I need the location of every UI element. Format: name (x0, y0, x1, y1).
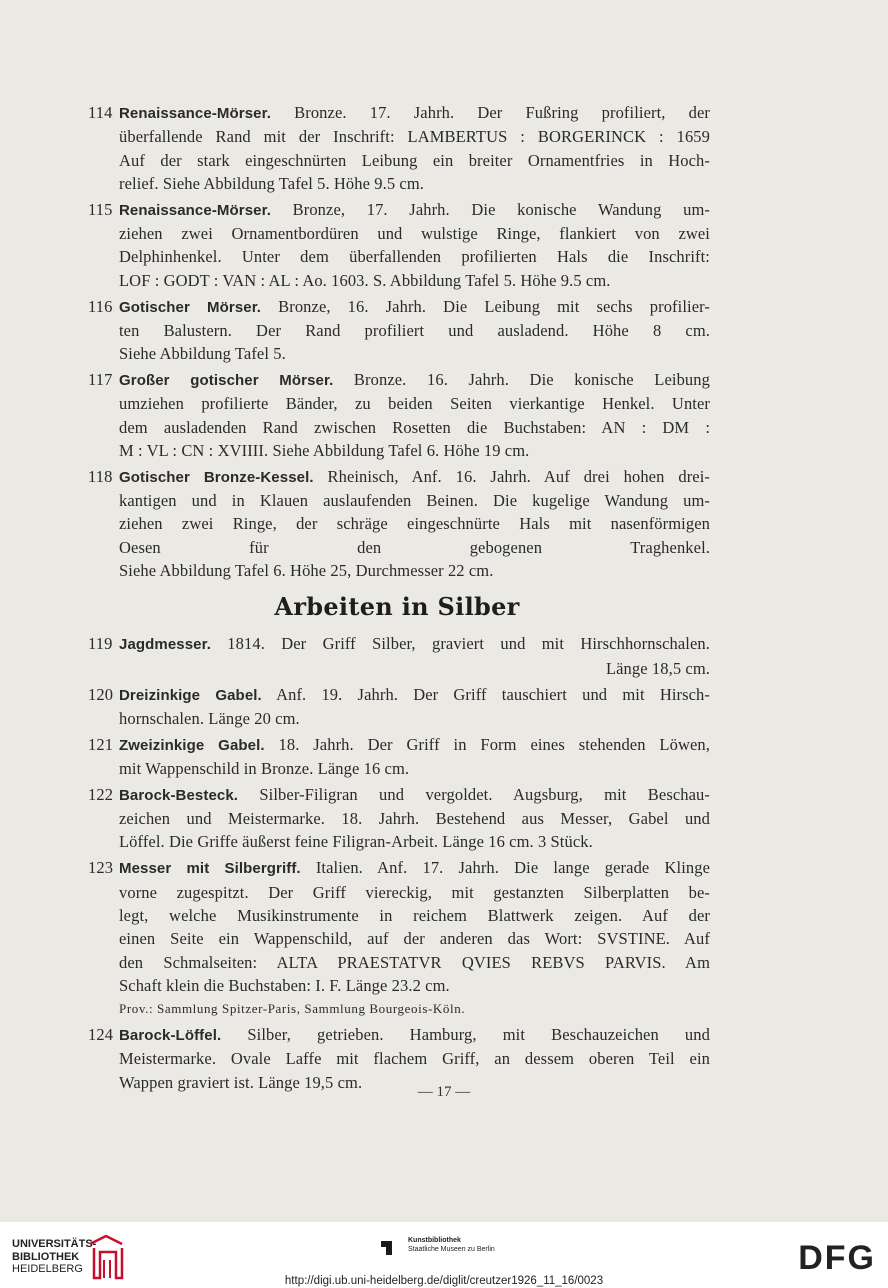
entry-line: dem ausladenden Rand zwischen Rosetten die Buchstaben: AN : DM : (119, 417, 710, 437)
uni-line-2: BIBLIOTHEK (12, 1250, 80, 1263)
entry-title: Gotischer Mörser. (119, 298, 262, 316)
catalogue-entries (84, 101, 710, 1097)
entry-number: 124 (88, 1025, 114, 1045)
catalogue-entry (84, 783, 710, 854)
entry-line: vorne zugespitzt. Der Griff viereckig, mit gestanzten Silberplatten be- (119, 882, 710, 902)
entry-line: legt, welche Musikinstrumente in reichem Blattwerk zeigen. Auf der (119, 905, 710, 925)
catalogue-entry (84, 368, 710, 462)
entry-line (119, 683, 710, 707)
entry-title: Barock-Löffel. (119, 1027, 222, 1045)
entry-line: ziehen zwei Ornamentbordüren und wulstige Ringe, flankiert von zwei (119, 224, 710, 244)
entry-line (119, 632, 710, 656)
uni-heidelberg-wordmark[interactable] (12, 1238, 96, 1276)
entry-number: 119 (88, 634, 113, 654)
entry-line (119, 1023, 710, 1047)
catalogue-entry (84, 295, 710, 366)
entry-text: Rheinisch, Anf. 16. Jahrh. Auf drei hohen drei- (313, 466, 710, 486)
entry-line (119, 101, 710, 125)
entry-line (119, 198, 710, 222)
entry-line: Delphinhenkel. Unter dem überfallenden profilierten Hals die Inschrift: (119, 247, 710, 267)
section-heading: Arbeiten in Silber (274, 592, 520, 622)
entry-line: Länge 18,5 cm. (605, 658, 710, 678)
entry-title: Messer mit Silbergriff. (119, 860, 301, 878)
entry-line: umziehen profilierte Bänder, zu beiden Seiten vierkantige Henkel. Unter (119, 394, 710, 414)
entry-line (119, 465, 710, 489)
entry-title: Jagdmesser. (119, 636, 211, 654)
entry-text: 18. Jahrh. Der Griff in Form eines stehenden Löwen, (264, 734, 710, 754)
entry-title: Barock-Besteck. (119, 786, 239, 804)
entry-line: mit Wappenschild in Bronze. Länge 16 cm. (119, 758, 410, 778)
entry-text: Silber, getrieben. Hamburg, mit Beschauzeichen und (221, 1025, 710, 1045)
catalogue-entry (84, 465, 710, 582)
entry-line (119, 783, 710, 807)
entry-line: M : VL : CN : XVIIII. Siehe Abbildung Tafel 6. Höhe 19 cm. (119, 440, 530, 460)
entry-line: Löffel. Die Griffe äußerst feine Filigran-Arbeit. Länge 16 cm. 3 Stück. (119, 832, 593, 852)
entries-silver (84, 632, 710, 1094)
kunstbibliothek-credit[interactable] (378, 1236, 495, 1254)
catalogue-entry (84, 733, 710, 781)
kb-line-1: Kunstbibliothek (408, 1237, 461, 1244)
entry-line (119, 856, 710, 880)
entry-number: 120 (88, 684, 114, 704)
uni-line-3: HEIDELBERG (12, 1263, 83, 1275)
dfg-logo[interactable]: DFG (798, 1239, 876, 1277)
entry-text: Silber-Filigran und vergoldet. Augsburg, mit Beschau- (238, 784, 710, 804)
entry-line: einen Seite ein Wappenschild, auf der anderen das Wort: SVSTINE. Auf (119, 929, 710, 949)
entry-line: ten Balustern. Der Rand profiliert und ausladend. Höhe 8 cm. (119, 320, 710, 340)
catalogue-entry (84, 101, 710, 195)
entry-number: 116 (88, 296, 113, 316)
entry-number: 115 (88, 199, 113, 219)
entry-line (119, 368, 710, 392)
permalink-url[interactable]: http://digi.ub.uni-heidelberg.de/diglit/creutzer1926_11_16/0023 (284, 1275, 604, 1287)
entry-line: Auf der stark eingeschnürten Leibung ein breiter Ornamentfries in Hoch- (119, 150, 710, 170)
entry-text: Anf. 19. Jahrh. Der Griff tauschiert und mit Hirsch- (261, 684, 711, 704)
entry-number: 118 (88, 466, 113, 486)
uni-line-1: UNIVERSITÄTS- (12, 1238, 97, 1250)
entry-line: relief. Siehe Abbildung Tafel 5. Höhe 9.5 cm. (119, 173, 425, 193)
entry-number: 117 (88, 370, 113, 390)
footer-bar (0, 1222, 888, 1288)
entry-title: Renaissance-Mörser. (119, 201, 271, 219)
entry-line: ziehen zwei Ringe, der schräge eingeschnürte Hals mit nasenförmigen (119, 514, 710, 534)
catalogue-entry (84, 198, 710, 292)
entry-number: 121 (88, 734, 114, 754)
entry-number: 122 (88, 784, 114, 804)
entry-title: Dreizinkige Gabel. (119, 686, 262, 704)
entry-line (119, 733, 710, 757)
entry-line: Oesen für den gebogenen Traghenkel. (119, 537, 710, 557)
entry-text: Bronze. 17. Jahrh. Der Fußring profiliert, der (270, 103, 710, 122)
entry-line (119, 295, 710, 319)
entry-title: Großer gotischer Mörser. (119, 372, 334, 390)
entry-title: Gotischer Bronze-Kessel. (119, 468, 314, 486)
page-number: — 17 — (417, 1084, 471, 1100)
entry-text: Bronze, 16. Jahrh. Die Leibung mit sechs profilier- (261, 296, 710, 316)
entry-line: hornschalen. Länge 20 cm. (119, 708, 300, 728)
entry-line: Schaft klein die Buchstaben: I. F. Länge 23.2 cm. (119, 975, 450, 995)
provenance-note: Prov.: Sammlung Spitzer-Paris, Sammlung Bourgeois-Köln. (119, 1001, 466, 1017)
catalogue-entry (84, 632, 710, 680)
entry-text: Bronze, 17. Jahrh. Die konische Wandung um- (270, 199, 710, 219)
entry-line: kantigen und in Klauen auslaufenden Beinen. Die kugelige Wandung um- (119, 491, 710, 511)
entry-line: Meistermarke. Ovale Laffe mit flachem Griff, an dessem oberen Teil ein (119, 1049, 710, 1069)
entries-bronze (84, 101, 710, 582)
catalogue-entry (84, 856, 710, 1020)
entry-text: 1814. Der Griff Silber, graviert und mit Hirschhornschalen. (211, 634, 710, 654)
entry-line: Wappen graviert ist. Länge 19,5 cm. (119, 1072, 363, 1092)
entry-title: Renaissance-Mörser. (119, 105, 271, 122)
entry-text: Bronze. 16. Jahrh. Die konische Leibung (333, 370, 710, 390)
entry-line: überfallende Rand mit der Inschrift: LAMBERTUS : BORGERINCK : 1659 (119, 127, 710, 147)
entry-number: 123 (88, 858, 114, 878)
kb-line-2: Staatliche Museen zu Berlin (408, 1246, 495, 1253)
kunstbibliothek-logo-icon (378, 1236, 400, 1258)
entry-line: LOF : GODT : VAN : AL : Ao. 1603. S. Abbildung Tafel 5. Höhe 9.5 cm. (119, 270, 611, 290)
entry-line: Siehe Abbildung Tafel 5. (119, 344, 286, 364)
entry-line: Siehe Abbildung Tafel 6. Höhe 25, Durchmesser 22 cm. (119, 561, 494, 581)
entry-line: den Schmalseiten: ALTA PRAESTATVR QVIES REBVS PARVIS. Am (119, 952, 710, 972)
entry-title: Zweizinkige Gabel. (119, 736, 265, 754)
entry-line: zeichen und Meistermarke. 18. Jahrh. Bestehend aus Messer, Gabel und (119, 809, 710, 829)
entry-number: 114 (88, 103, 113, 122)
entry-text: Italien. Anf. 17. Jahrh. Die lange gerade Klinge (300, 858, 710, 878)
catalogue-entry (84, 683, 710, 731)
